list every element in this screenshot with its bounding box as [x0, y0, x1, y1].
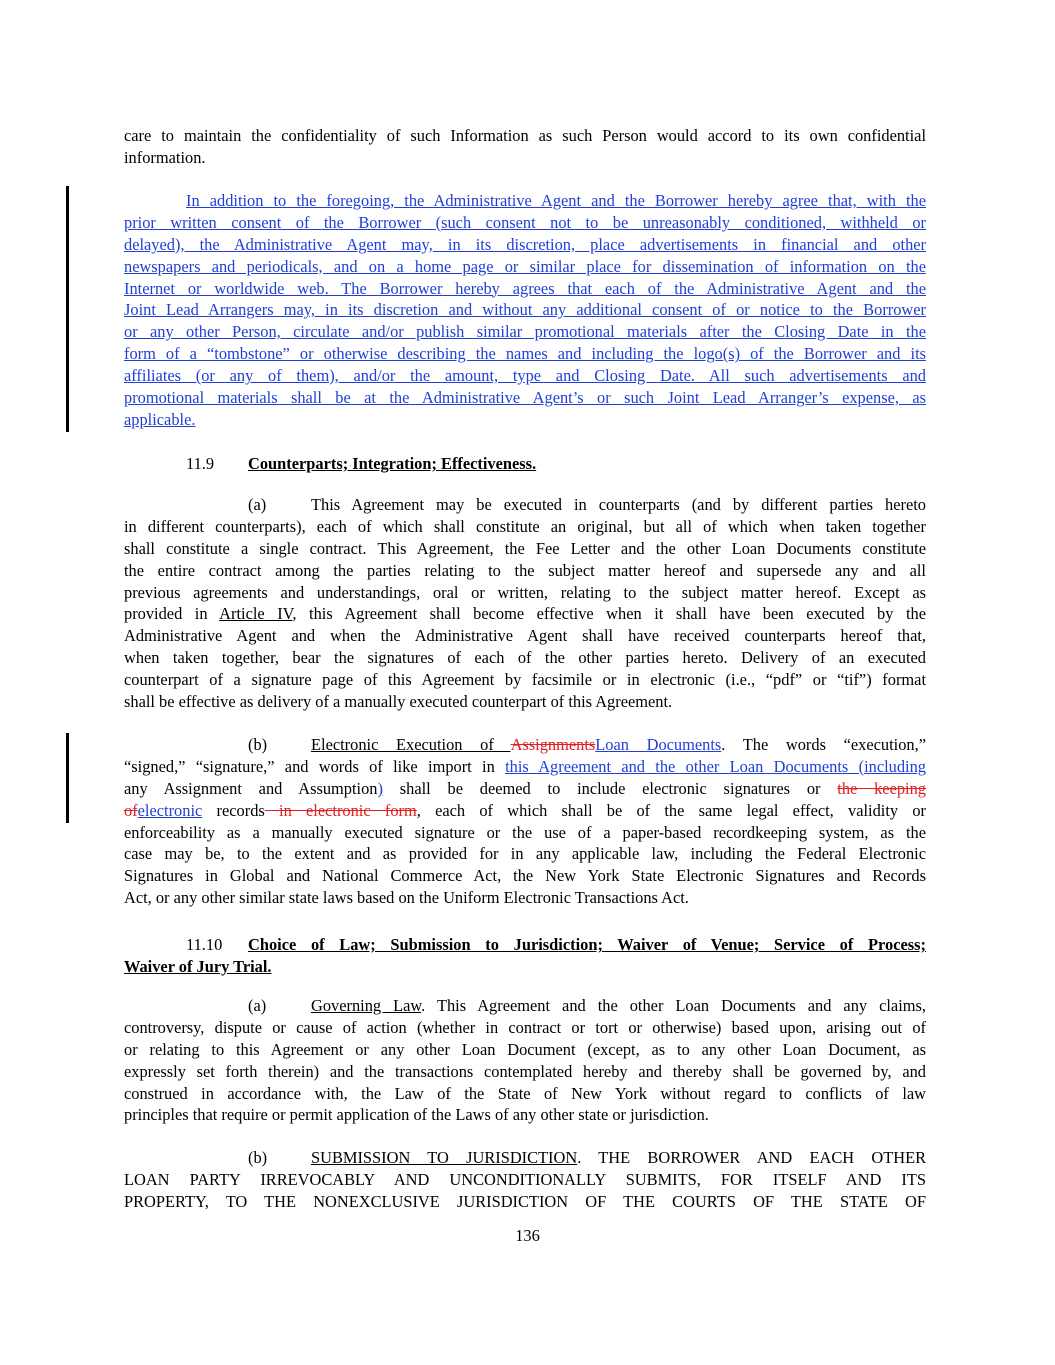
text-line: case may be, to the extent and as provided for in any applicable law, including the Federal Electronic — [124, 844, 926, 864]
deleted-text: Assignments — [510, 735, 596, 754]
text-line: principles that require or permit application of the Laws of any other state or jurisdiction. — [124, 1105, 709, 1125]
text-line: Administrative Agent and when the Administrative Agent shall have received counterparts hereof that, — [124, 626, 926, 646]
text-line: in different counterparts), each of which shall constitute an original, but all of which when taken together — [124, 516, 926, 536]
article-reference: Article IV — [219, 604, 293, 624]
text-line: any Assignment and Assumption) shall be deemed to include electronic signatures or the keeping — [124, 778, 926, 798]
clause-label: (a) — [248, 495, 267, 514]
inserted-text-line: applicable. — [124, 409, 196, 429]
text-line: or relating to this Agreement or any other Loan Document (except, as to any other Loan Document, as — [124, 1039, 926, 1059]
paragraph-11-10-b — [124, 1147, 926, 1213]
text-line: previous agreements and understandings, oral or written, relating to the subject matter hereof. Except as — [124, 582, 926, 602]
paragraph-11-10-a — [124, 995, 926, 1126]
text-line: (b) Electronic Execution of AssignmentsLoan Documents. The words “execution,” — [248, 735, 926, 754]
text-line: counterpart of a signature page of this Agreement by facsimile or in electronic (i.e., “pdf” or “tif”) format — [124, 670, 926, 690]
text-line: Act, or any other similar state laws based on the Uniform Electronic Transactions Act. — [124, 888, 689, 908]
inserted-text-line: Internet or worldwide web. The Borrower hereby agrees that each of the Administrative Agent and the — [124, 278, 926, 298]
text-line: shall constitute a single contract. This Agreement, the Fee Letter and the other Loan Documents constitute — [124, 538, 926, 558]
text-line: construed in accordance with, the Law of the State of New York without regard to conflicts of law — [124, 1083, 926, 1103]
inserted-text-line: Joint Lead Arrangers may, in its discretion and without any additional consent of or notice to the Borrower — [124, 300, 926, 320]
deleted-text: of — [124, 800, 138, 820]
inserted-text-line: prior written consent of the Borrower (such consent not to be unreasonably conditioned, withheld or — [124, 212, 926, 232]
text-line: controversy, dispute or cause of action (whether in contract or tort or otherwise) based upon, arising out of — [124, 1017, 926, 1037]
change-bar — [66, 186, 69, 432]
text-line: expressly set forth therein) and the transactions contemplated hereby and thereby shall be governed by, and — [124, 1061, 926, 1081]
section-title: Waiver of Jury Trial. — [124, 957, 272, 976]
text-line: “signed,” “signature,” and words of like import in this Agreement and the other Loan Documents (including — [124, 756, 926, 776]
inserted-text: ) — [377, 778, 383, 798]
text-line: enforceability as a manually executed signature or the use of a paper-based recordkeeping system, as the — [124, 822, 926, 842]
deleted-text: in electronic form — [264, 800, 417, 820]
inserted-text-line: delayed), the Administrative Agent may, in its discretion, place advertisements in financial and other — [124, 234, 926, 254]
clause-label: (b) — [248, 1148, 268, 1167]
paragraph-advertisements-insertion — [124, 190, 926, 431]
clause-label: (b) — [248, 735, 268, 754]
text-line: care to maintain the confidentiality of such Information as such Person would accord to its own confidential — [124, 126, 926, 145]
inserted-text-line: form of a “tombstone” or otherwise describing the names and including the logo(s) of the Borrower and its — [124, 344, 926, 364]
text-line: the entire contract among the parties relating to the subject matter hereof and supersede any and all — [124, 560, 926, 580]
inserted-text-line: or any other Person, circulate and/or publish similar promotional materials after the Closing Date in the — [124, 322, 926, 342]
text-line: PROPERTY, TO THE NONEXCLUSIVE JURISDICTION OF THE COURTS OF THE STATE OF — [124, 1191, 926, 1211]
change-bar — [66, 733, 69, 823]
text-line: (a) Governing Law. This Agreement and the other Loan Documents and any claims, — [248, 996, 926, 1015]
paragraph-11-9-a — [124, 494, 926, 713]
page-number: 136 — [515, 1226, 540, 1245]
section-heading-11-10 — [186, 934, 926, 956]
section-number: 11.9 — [186, 454, 215, 473]
inserted-text-line: In addition to the foregoing, the Administrative Agent and the Borrower hereby agree that, with the — [186, 191, 926, 210]
text-line: LOAN PARTY IRREVOCABLY AND UNCONDITIONALLY SUBMITS, FOR ITSELF AND ITS — [124, 1169, 926, 1189]
section-title: Choice of Law; Submission to Jurisdiction; Waiver of Venue; Service of Process; — [248, 935, 926, 954]
inserted-text: this Agreement and the other Loan Documents (including — [505, 756, 926, 776]
section-title: Counterparts; Integration; Effectiveness. — [248, 454, 537, 473]
inserted-text-line: affiliates (or any of them), and/or the amount, type and Closing Date. All such advertisements and — [124, 366, 926, 386]
inserted-text-line: promotional materials shall be at the Administrative Agent’s or such Joint Lead Arranger’s expense, as — [124, 388, 926, 408]
text-line: (b) SUBMISSION TO JURISDICTION. THE BORROWER AND EACH OTHER — [248, 1148, 927, 1167]
text-line: provided in Article IV, this Agreement shall become effective when it shall have been executed by the — [124, 604, 926, 624]
text-line: ofelectronic records in electronic form, each of which shall be of the same legal effect, validity or — [124, 800, 926, 820]
text-line: shall be effective as delivery of a manually executed counterpart of this Agreement. — [124, 692, 673, 712]
inserted-text: Loan Documents — [595, 735, 722, 754]
section-number: 11.10 — [186, 935, 223, 954]
section-heading-11-10-cont — [124, 956, 272, 978]
inserted-text-line: newspapers and periodicals, and on a home page or similar place for dissemination of information on the — [124, 256, 926, 276]
paragraph-confidentiality-end — [124, 125, 926, 169]
text-line: when taken together, bear the signatures of each of the other parties hereto. Delivery of an executed — [124, 648, 926, 668]
subsection-heading: SUBMISSION TO JURISDICTION — [311, 1148, 578, 1167]
deleted-text: the keeping — [837, 778, 926, 798]
text-line: information. — [124, 147, 206, 167]
paragraph-11-9-b — [124, 734, 926, 909]
text-line: (a) This Agreement may be executed in counterparts (and by different parties hereto — [248, 495, 926, 514]
subsection-heading: Governing Law — [311, 996, 422, 1015]
clause-label: (a) — [248, 996, 267, 1015]
section-heading-11-9 — [186, 453, 536, 475]
text-line: Signatures in Global and National Commerce Act, the New York State Electronic Signatures and Records — [124, 866, 926, 886]
inserted-text: electronic — [137, 800, 203, 820]
